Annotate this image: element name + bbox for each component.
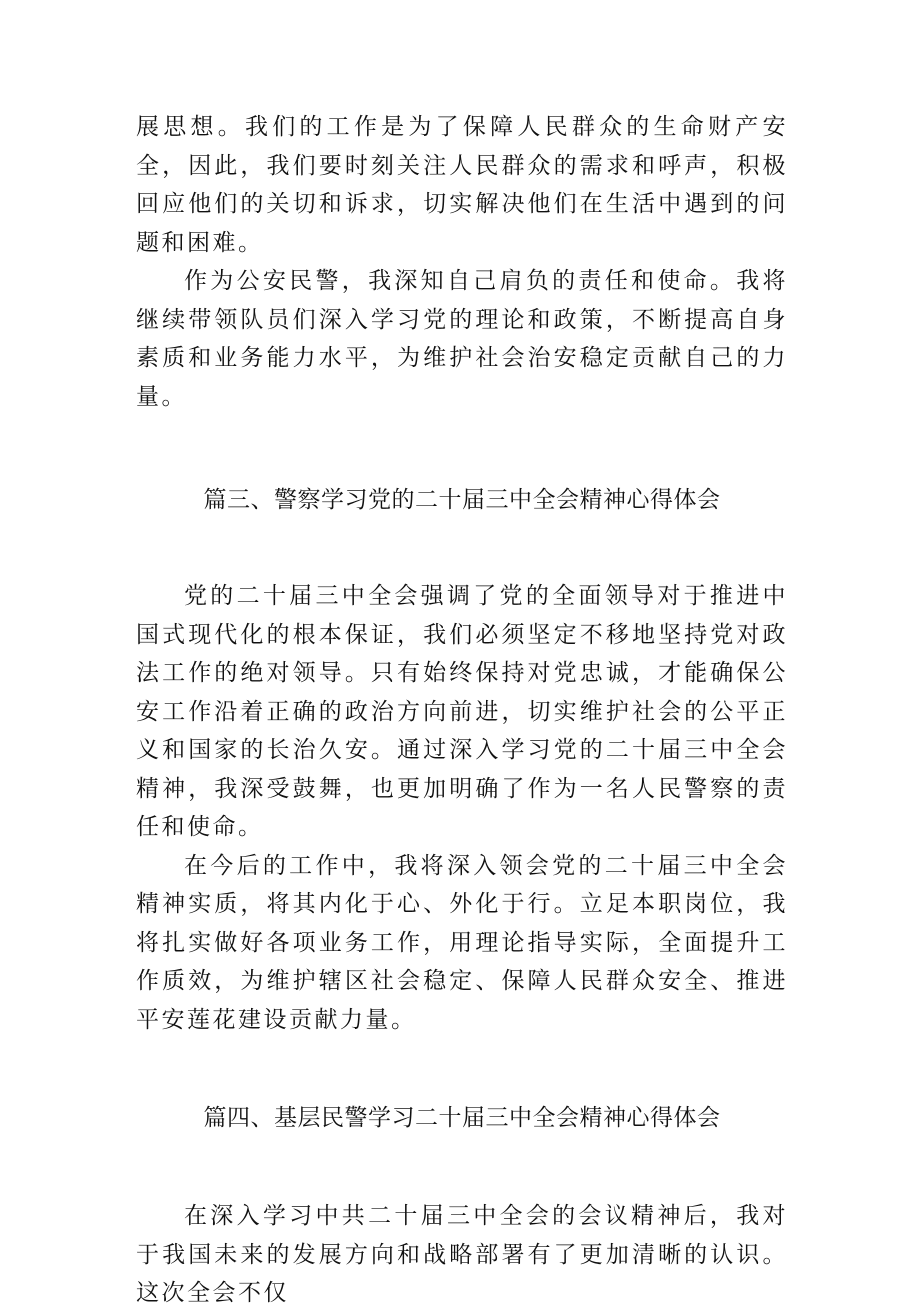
document-page	[136, 108, 788, 1313]
paragraph: 作为公安民警，我深知自己肩负的责任和使命。我将继续带领队员们深入学习党的理论和政策，不断提高自身素质和业务能力水平，为维护社会治安稳定贡献自己的力量。	[136, 268, 788, 410]
paragraph: 在今后的工作中，我将深入领会党的二十届三中全会精神实质，将其内化于心、外化于行。立足本职岗位，我将扎实做好各项业务工作，用理论指导实际，全面提升工作质效，为维护辖区社会稳定、保障人民群众安全、推进平安莲花建设贡献力量。	[136, 852, 788, 1033]
paragraph-continued: 展思想。我们的工作是为了保障人民群众的生命财产安全，因此，我们要时刻关注人民群众的需求和呼声，积极回应他们的关切和诉求，切实解决他们在生活中遇到的问题和困难。	[136, 114, 788, 256]
section-title: 篇三、警察学习党的二十届三中全会精神心得体会	[203, 487, 721, 513]
paragraph: 在深入学习中共二十届三中全会的会议精神后，我对于我国未来的发展方向和战略部署有了更加清晰的认识。这次全会不仅	[136, 1203, 788, 1306]
paragraph: 党的二十届三中全会强调了党的全面领导对于推进中国式现代化的根本保证，我们必须坚定不移地坚持党对政法工作的绝对领导。只有始终保持对党忠诚，才能确保公安工作沿着正确的政治方向前进，切实维护社会的公平正义和国家的长治久安。通过深入学习党的二十届三中全会精神，我深受鼓舞，也更加明确了作为一名人民警察的责任和使命。	[136, 583, 788, 840]
section-title: 篇四、基层民警学习二十届三中全会精神心得体会	[203, 1105, 721, 1131]
